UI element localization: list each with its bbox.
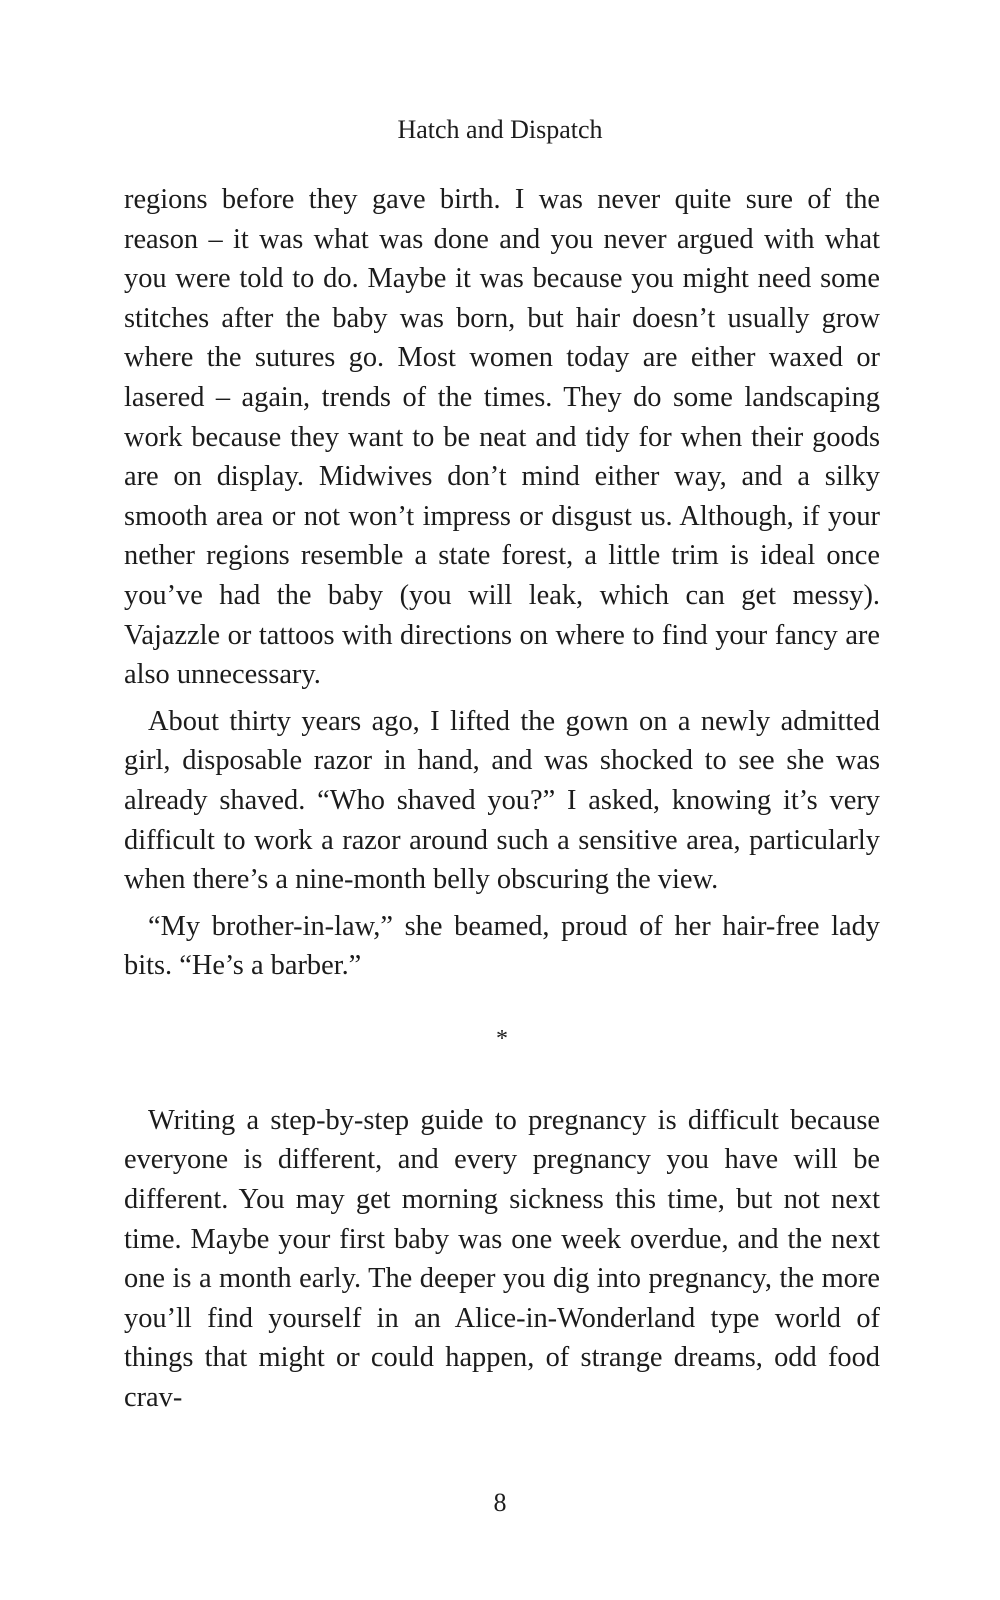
- scene-break-asterisk: *: [496, 1025, 508, 1052]
- page-body: [124, 180, 880, 1418]
- paragraph-continued: regions before they gave birth. I was never quite sure of the reason – it was what was done and you never argued with what you were told to do. Maybe it was because you might need some stitches after the baby was born, but hair doesn’t usually grow where the sutures go. Most women today are either waxed or lasered – again, trends of the times. They do some landscaping work because they want to be neat and tidy for when their goods are on display. Midwives don’t mind either way, and a silky smooth area or not won’t impress or disgust us. Although, if your nether regions resemble a state forest, a little trim is ideal once you’ve had the baby (you will leak, which can get messy). Vajazzle or tattoos with directions on where to find your fancy are also unnecessary.: [124, 184, 880, 691]
- paragraph-razor-story: About thirty years ago, I lifted the gown on a newly admitted girl, disposable razor in hand, and was shocked to see she was already shaved. “Who shaved you?” I asked, knowing it’s very difficult to work a razor around such a sensitive area, particularly when there’s a nine-month belly obscuring the view.: [124, 705, 880, 896]
- paragraph-pregnancy-guide: Writing a step-by-step guide to pregnancy is difficult because everyone is different, and every pregnancy you have will be different. You may get morning sickness this time, but not next time. Maybe your first baby was one week overdue, and the next one is a month early. The deeper you dig into pregnancy, the more you’ll find yourself in an Alice-in-Wonderland type world of things that might or could happen, of strange dreams, odd food crav-: [124, 1104, 880, 1414]
- paragraph-barber-quote: “My brother-in-law,” she beamed, proud of her hair-free lady bits. “He’s a barber.”: [124, 910, 880, 982]
- page-number: 8: [493, 1488, 507, 1517]
- running-head: Hatch and Dispatch: [397, 115, 603, 144]
